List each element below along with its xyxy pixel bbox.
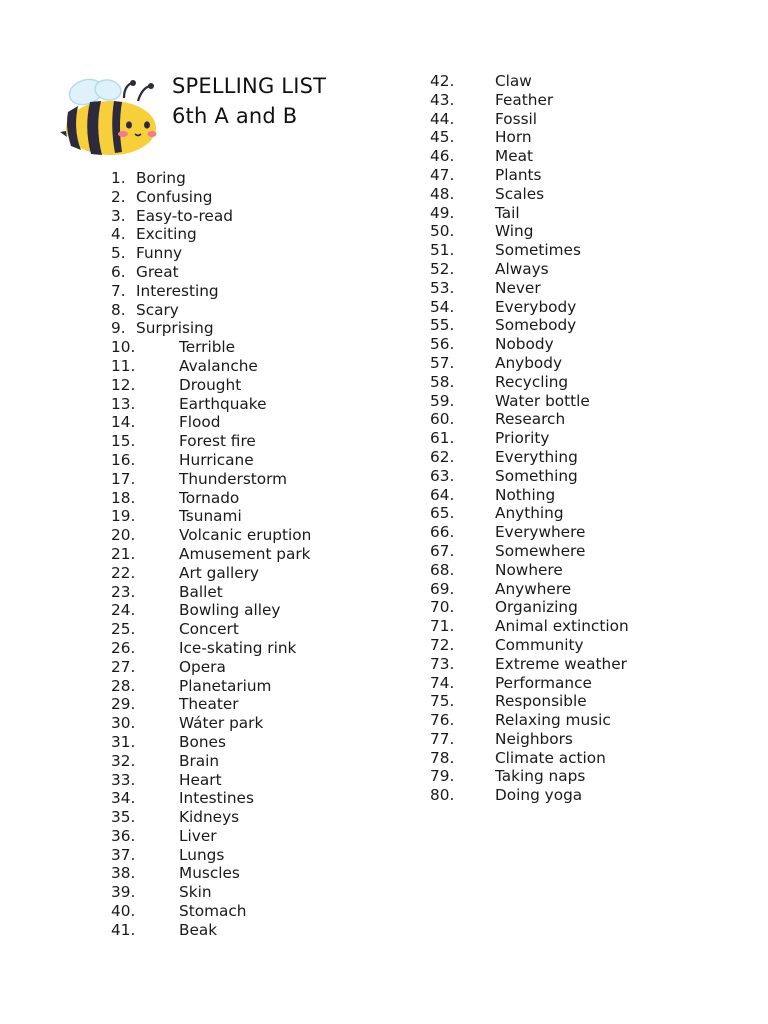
item-number: 47. (430, 165, 455, 184)
item-number: 14. (111, 413, 136, 432)
item-word: Earthquake (179, 394, 267, 413)
item-word: Stomach (179, 902, 247, 921)
item-number: 20. (111, 526, 136, 545)
item-number: 74. (430, 673, 455, 692)
item-number: 10. (111, 338, 136, 357)
item-number: 60. (430, 410, 455, 429)
item-word: Never (495, 278, 541, 297)
item-number: 24. (111, 601, 136, 620)
item-word: Great (136, 262, 179, 281)
item-word: Organizing (495, 598, 578, 617)
item-word: Volcanic eruption (179, 526, 312, 545)
item-word: Something (495, 466, 578, 485)
item-number: 46. (430, 147, 455, 166)
item-number: 34. (111, 789, 136, 808)
item-number: 19. (111, 507, 136, 526)
item-number: 36. (111, 826, 136, 845)
item-number: 29. (111, 695, 136, 714)
item-word: Somebody (495, 316, 577, 335)
item-number: 55. (430, 316, 455, 335)
item-word: Wáter park (179, 714, 264, 733)
item-word: Everybody (495, 297, 577, 316)
item-word: Sometimes (495, 241, 581, 260)
item-number: 25. (111, 620, 136, 639)
item-word: Meat (495, 147, 533, 166)
item-number: 17. (111, 469, 136, 488)
item-number: 5. (111, 244, 126, 263)
item-number: 56. (430, 335, 455, 354)
item-number: 50. (430, 222, 455, 241)
item-word: Ballet (179, 582, 223, 601)
item-word: Wing (495, 222, 534, 241)
item-number: 7. (111, 281, 126, 300)
item-number: 67. (430, 541, 455, 560)
item-number: 21. (111, 544, 136, 563)
item-word: Taking naps (495, 767, 586, 786)
item-number: 73. (430, 654, 455, 673)
item-word: Somewhere (495, 541, 586, 560)
item-number: 51. (430, 241, 455, 260)
item-number: 28. (111, 676, 136, 695)
item-word: Everywhere (495, 523, 586, 542)
item-number: 12. (111, 375, 136, 394)
item-number: 52. (430, 259, 455, 278)
item-number: 1. (111, 169, 126, 187)
item-number: 44. (430, 109, 455, 128)
item-word: Water bottle (495, 391, 590, 410)
item-number: 45. (430, 128, 455, 147)
item-word: Bones (179, 732, 226, 751)
item-word: Performance (495, 673, 592, 692)
item-word: Anybody (495, 353, 563, 372)
item-number: 11. (111, 356, 136, 375)
item-number: 54. (430, 297, 455, 316)
item-number: 62. (430, 447, 455, 466)
item-number: 8. (111, 300, 126, 319)
item-number: 59. (430, 391, 455, 410)
item-number: 13. (111, 394, 136, 413)
item-number: 23. (111, 582, 136, 601)
item-word: Tornado (179, 488, 240, 507)
item-number: 78. (430, 748, 455, 767)
item-number: 41. (111, 920, 136, 939)
item-number: 75. (430, 692, 455, 711)
item-number: 69. (430, 579, 455, 598)
item-word: Scary (136, 300, 179, 319)
item-word: Liver (179, 826, 217, 845)
item-number: 22. (111, 563, 136, 582)
item-number: 64. (430, 485, 455, 504)
item-number: 9. (111, 319, 126, 338)
item-word: Opera (179, 657, 226, 676)
item-word: Responsible (495, 692, 587, 711)
item-word: Anywhere (495, 579, 572, 598)
item-number: 16. (111, 450, 136, 469)
item-number: 49. (430, 203, 455, 222)
item-word: Doing yoga (495, 786, 583, 805)
item-number: 35. (111, 808, 136, 827)
item-word: Interesting (136, 281, 219, 300)
item-number: 27. (111, 657, 136, 676)
item-number: 53. (430, 278, 455, 297)
item-word: Hurricane (179, 450, 254, 469)
item-number: 76. (430, 711, 455, 730)
item-word: Tail (495, 203, 520, 222)
item-word: Boring (136, 169, 186, 187)
item-word: Ice-skating rink (179, 638, 297, 657)
item-word: Relaxing music (495, 711, 611, 730)
item-word: Nobody (495, 335, 554, 354)
item-word: Extreme weather (495, 654, 627, 673)
item-word: Intestines (179, 789, 254, 808)
item-word: Climate action (495, 748, 606, 767)
item-word: Skin (179, 883, 212, 902)
item-word: Recycling (495, 372, 569, 391)
item-word: Anything (495, 504, 564, 523)
item-word: Community (495, 635, 584, 654)
item-word: Beak (179, 920, 218, 939)
item-number: 63. (430, 466, 455, 485)
item-word: Amusement park (179, 544, 311, 563)
item-number: 4. (111, 225, 126, 244)
item-word: Easy-to-read (136, 206, 233, 225)
item-number: 68. (430, 560, 455, 579)
item-number: 79. (430, 767, 455, 786)
item-number: 32. (111, 751, 136, 770)
item-word: Nothing (495, 485, 556, 504)
item-word: Animal extinction (495, 617, 629, 636)
item-word: Nowhere (495, 560, 563, 579)
page-title: SPELLING LIST (172, 74, 327, 98)
item-word: Exciting (136, 225, 197, 244)
item-number: 38. (111, 864, 136, 883)
page-subtitle: 6th A and B (172, 104, 298, 128)
item-number: 72. (430, 635, 455, 654)
item-number: 40. (111, 902, 136, 921)
item-word: Art gallery (179, 563, 259, 582)
item-word: Neighbors (495, 729, 573, 748)
item-word: Fossil (495, 109, 538, 128)
item-number: 77. (430, 729, 455, 748)
item-word: Confusing (136, 187, 213, 206)
item-number: 80. (430, 786, 455, 805)
item-word: Research (495, 410, 566, 429)
item-word: Avalanche (179, 356, 258, 375)
item-word: Priority (495, 429, 550, 448)
item-number: 65. (430, 504, 455, 523)
item-word: Surprising (136, 319, 214, 338)
item-number: 15. (111, 432, 136, 451)
item-word: Brain (179, 751, 220, 770)
item-number: 39. (111, 883, 136, 902)
item-word: Thunderstorm (179, 469, 288, 488)
item-number: 58. (430, 372, 455, 391)
item-number: 70. (430, 598, 455, 617)
item-word: Horn (495, 128, 532, 147)
item-number: 26. (111, 638, 136, 657)
item-word: Flood (179, 413, 221, 432)
item-word: Scales (495, 184, 545, 203)
item-word: Terrible (179, 338, 236, 357)
item-word: Tsunami (179, 507, 242, 526)
item-word: Forest fire (179, 432, 256, 451)
item-word: Muscles (179, 864, 240, 883)
item-number: 18. (111, 488, 136, 507)
item-word: Kidneys (179, 808, 240, 827)
item-number: 30. (111, 714, 136, 733)
item-word: Funny (136, 244, 183, 263)
item-number: 6. (111, 262, 126, 281)
item-word: Theater (179, 695, 239, 714)
item-word: Heart (179, 770, 222, 789)
item-word: Claw (495, 72, 532, 90)
item-number: 33. (111, 770, 136, 789)
item-number: 3. (111, 206, 126, 225)
item-word: Feather (495, 90, 554, 109)
item-number: 57. (430, 353, 455, 372)
item-number: 48. (430, 184, 455, 203)
bee-icon (58, 76, 164, 160)
item-number: 71. (430, 617, 455, 636)
item-word: Lungs (179, 845, 225, 864)
item-word: Drought (179, 375, 242, 394)
item-number: 37. (111, 845, 136, 864)
item-number: 43. (430, 90, 455, 109)
item-number: 31. (111, 732, 136, 751)
item-number: 2. (111, 187, 126, 206)
item-number: 66. (430, 523, 455, 542)
item-number: 42. (430, 72, 455, 90)
item-word: Planetarium (179, 676, 272, 695)
item-word: Always (495, 259, 549, 278)
item-number: 61. (430, 429, 455, 448)
item-word: Plants (495, 165, 542, 184)
item-word: Bowling alley (179, 601, 281, 620)
item-word: Concert (179, 620, 239, 639)
item-word: Everything (495, 447, 578, 466)
